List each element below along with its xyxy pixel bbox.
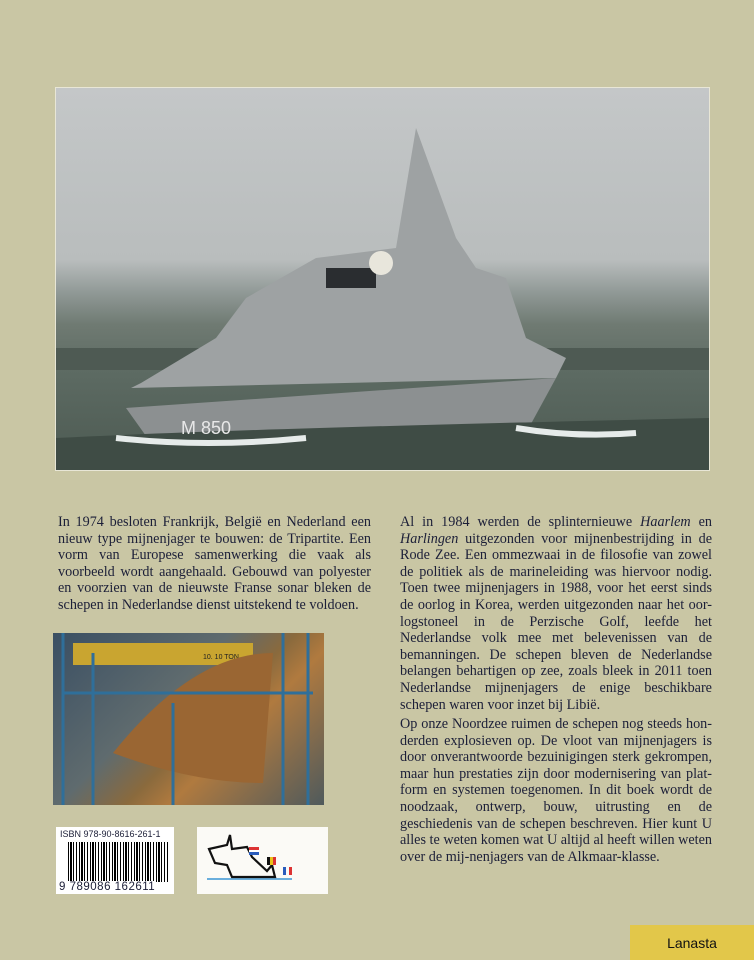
ship-name-haarlem: Haarlem — [640, 514, 691, 530]
isbn-barcode — [56, 827, 174, 894]
ship-name-harlingen: Harlingen — [400, 530, 459, 547]
intro-paragraph: In 1974 besloten Frankrijk, België en Nederland een nieuw type mijnenjager te bouwen: de Tripartite. Een vorm van Europese samenwerking die vaak als voorbeeld wordt aangehaald. Gebouwd van polyester en voorzien van de nieuwste Franse sonar bleken de schepen in Nederlandse dienst uitstekend te voldoen. — [58, 514, 371, 613]
minehunter-photo — [55, 87, 710, 471]
tripartite-logo — [197, 827, 328, 894]
text-segment: en — [690, 514, 712, 530]
shipyard-photo — [53, 633, 324, 805]
publisher-badge: Lanasta — [630, 925, 754, 960]
history-paragraph — [400, 514, 712, 713]
summary-paragraph: Op onze Noordzee ruimen de schepen nog steeds hon-derden explosieven op. De vloot van mijnenjagers is door onverantwoorde bezuinigingen sterk gekrompen, maar hun prestaties zijn door modernisering van plat-form en systemen toegenomen. In dit boek wordt de noodzaak, ontwerp, bouw, uitrusting en de geschiedenis van de schepen beschreven. Hier kunt U alles te weten komen wat U altijd al heeft willen weten over de mij-nenjagers van de Alkmaar-klasse. — [400, 716, 713, 865]
text-segment: uitgezonden voor mijnenbestrijding in de Rode Zee. Een ommezwaai in de filosofie van zowel de politiek als de marineleiding was hiervoor nodig. Toen twee mijnenjagers in 1988, voor het eerst sinds de oorlog in Korea, werden uitgezonden naar het oor-logstoneel in de Perzische Golf, leefde het Nederlandse volk mee met belevenissen van de bemanningen. De schepen bleven de Nederlandse belangen behartigen op zee, zoals bleek in 2011 toen Nederlandse mijnenjagers de enige beschikbare schepen waren voor inzet bij Libië. — [400, 530, 712, 713]
isbn-label: ISBN 978-90-8616-261-1 — [60, 829, 161, 839]
hull-number: M 850 — [181, 418, 232, 438]
barcode-number: 9 789086 162611 — [59, 881, 156, 893]
barcode-icon — [68, 842, 168, 882]
yard-sign: 10. 10 TON — [203, 654, 239, 661]
text-segment: Al in 1984 werden de splinternieuwe — [400, 514, 641, 530]
